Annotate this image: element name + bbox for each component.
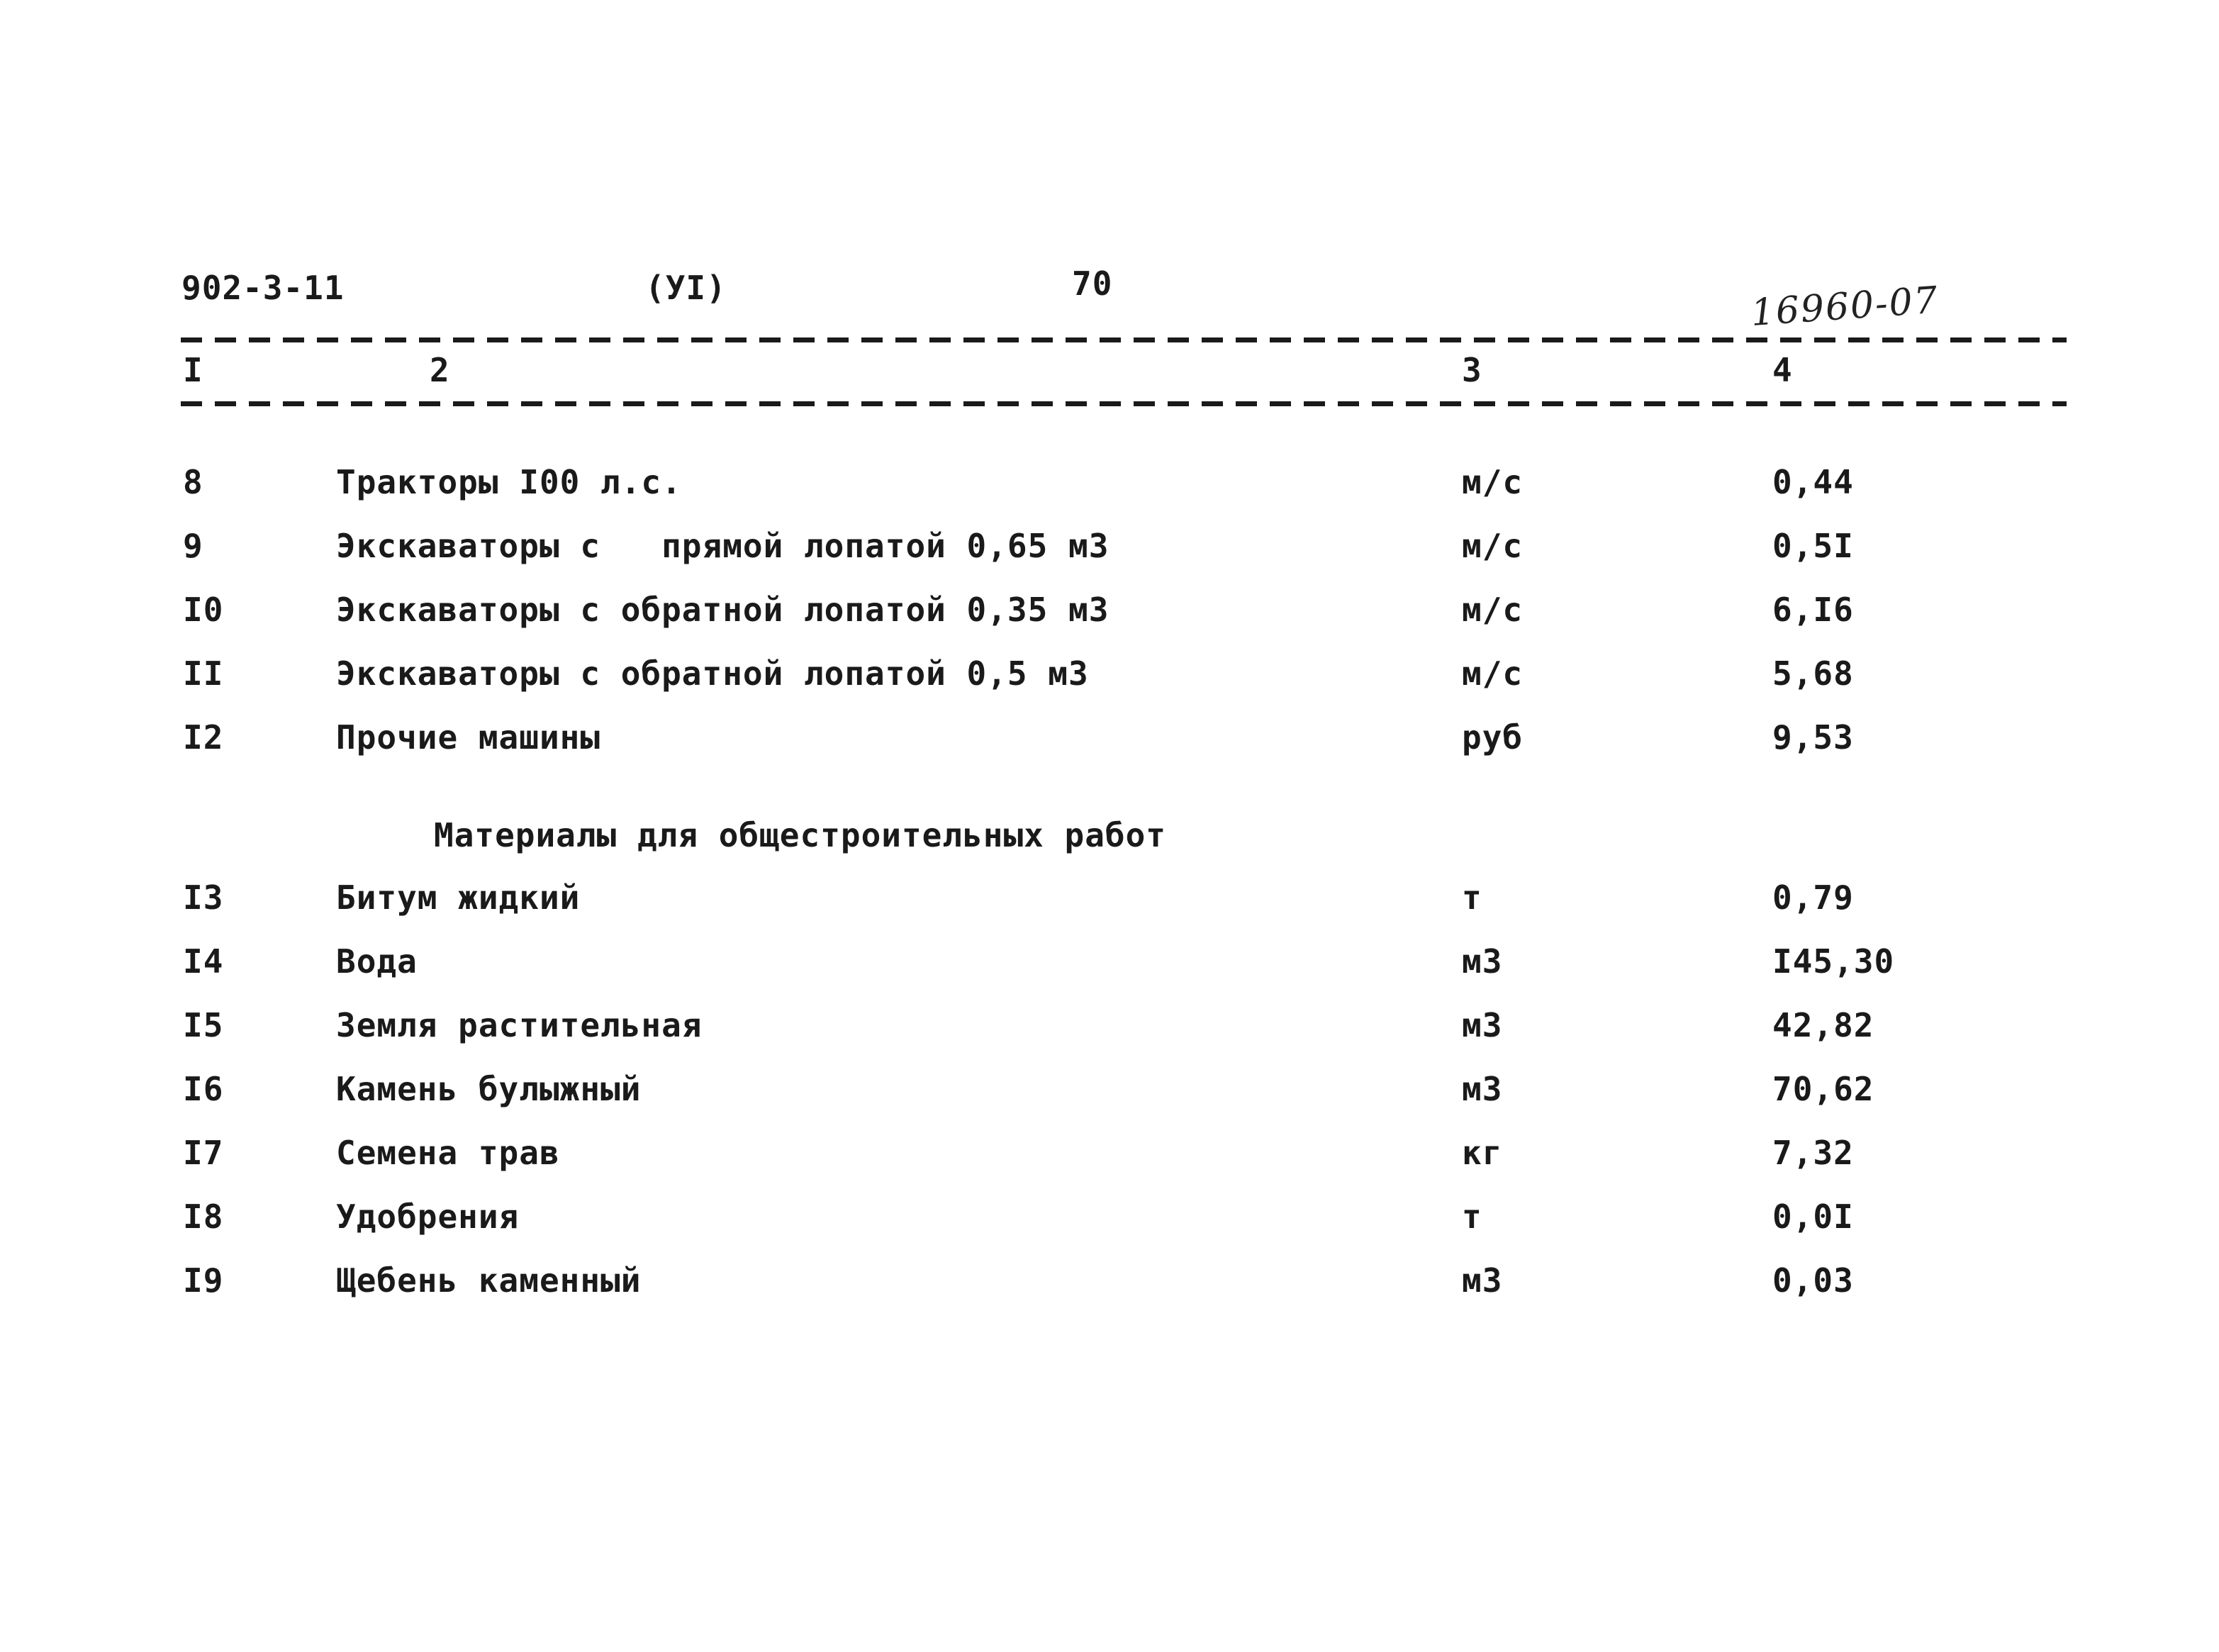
- row-number: II: [183, 654, 224, 693]
- row-number: I6: [183, 1070, 224, 1108]
- row-number: I3: [183, 878, 224, 917]
- row-name: Удобрения: [336, 1198, 520, 1236]
- row-name: Земля растительная: [336, 1006, 703, 1044]
- table-row: [0, 1197, 2219, 1237]
- table-row: [0, 526, 2219, 566]
- row-name: Экскаваторы с обратной лопатой 0,35 м3: [336, 591, 1110, 629]
- row-unit: м3: [1462, 1070, 1503, 1108]
- row-unit: руб: [1462, 718, 1524, 757]
- row-unit: т: [1462, 1198, 1482, 1236]
- column-header-2: 2: [430, 351, 450, 389]
- row-unit: кг: [1462, 1134, 1503, 1172]
- table-row: [0, 590, 2219, 630]
- row-number: I5: [183, 1006, 224, 1044]
- row-name: Семена трав: [336, 1134, 560, 1172]
- row-value: 5,68: [1772, 654, 1854, 693]
- row-value: 70,62: [1772, 1070, 1874, 1108]
- table-row: [0, 942, 2219, 981]
- column-header-3: 3: [1462, 351, 1482, 389]
- row-value: I45,30: [1772, 942, 1895, 981]
- column-header-1: I: [183, 351, 203, 389]
- row-unit: м/с: [1462, 591, 1524, 629]
- row-number: I4: [183, 942, 224, 981]
- row-name: Экскаваторы с прямой лопатой 0,65 м3: [336, 527, 1110, 565]
- row-number: I8: [183, 1198, 224, 1236]
- row-unit: м/с: [1462, 654, 1524, 693]
- table-row: [0, 1261, 2219, 1300]
- row-unit: м3: [1462, 1006, 1503, 1044]
- row-number: I2: [183, 718, 224, 757]
- row-number: 8: [183, 463, 203, 501]
- section-mark: (УI): [645, 269, 727, 307]
- row-name: Вода: [336, 942, 418, 981]
- row-name: Экскаваторы с обратной лопатой 0,5 м3: [336, 654, 1089, 693]
- row-value: 0,03: [1772, 1261, 1854, 1300]
- row-value: 42,82: [1772, 1006, 1874, 1044]
- page-number: 70: [1072, 264, 1113, 303]
- row-name: Битум жидкий: [336, 878, 581, 917]
- table-row: [0, 1005, 2219, 1045]
- section-title: Материалы для общестроительных работ: [434, 816, 1166, 854]
- header-rule-bottom: [181, 401, 2067, 406]
- row-value: 0,5I: [1772, 527, 1854, 565]
- row-unit: м3: [1462, 1261, 1503, 1300]
- doc-code: 902-3-11: [181, 269, 345, 307]
- row-name: Камень булыжный: [336, 1070, 642, 1108]
- table-row: [0, 1069, 2219, 1109]
- row-unit: м3: [1462, 942, 1503, 981]
- handwritten-number: 16960-07: [1749, 279, 1940, 335]
- row-unit: м/с: [1462, 527, 1524, 565]
- row-value: 0,79: [1772, 878, 1854, 917]
- row-number: 9: [183, 527, 203, 565]
- column-header-row: [0, 350, 2219, 390]
- row-name: Щебень каменный: [336, 1261, 642, 1300]
- table-row: [0, 1133, 2219, 1173]
- row-number: I0: [183, 591, 224, 629]
- row-value: 6,I6: [1772, 591, 1854, 629]
- header-rule-top: [181, 337, 2067, 342]
- row-value: 7,32: [1772, 1134, 1854, 1172]
- row-number: I7: [183, 1134, 224, 1172]
- table-row: [0, 878, 2219, 917]
- row-value: 0,44: [1772, 463, 1854, 501]
- table-row: [0, 462, 2219, 502]
- table-row: [0, 718, 2219, 757]
- column-header-4: 4: [1772, 351, 1793, 389]
- row-unit: т: [1462, 878, 1482, 917]
- row-name: Прочие машины: [336, 718, 601, 757]
- row-value: 9,53: [1772, 718, 1854, 757]
- row-number: I9: [183, 1261, 224, 1300]
- row-name: Тракторы I00 л.с.: [336, 463, 682, 501]
- row-unit: м/с: [1462, 463, 1524, 501]
- table-row: [0, 654, 2219, 693]
- row-value: 0,0I: [1772, 1198, 1854, 1236]
